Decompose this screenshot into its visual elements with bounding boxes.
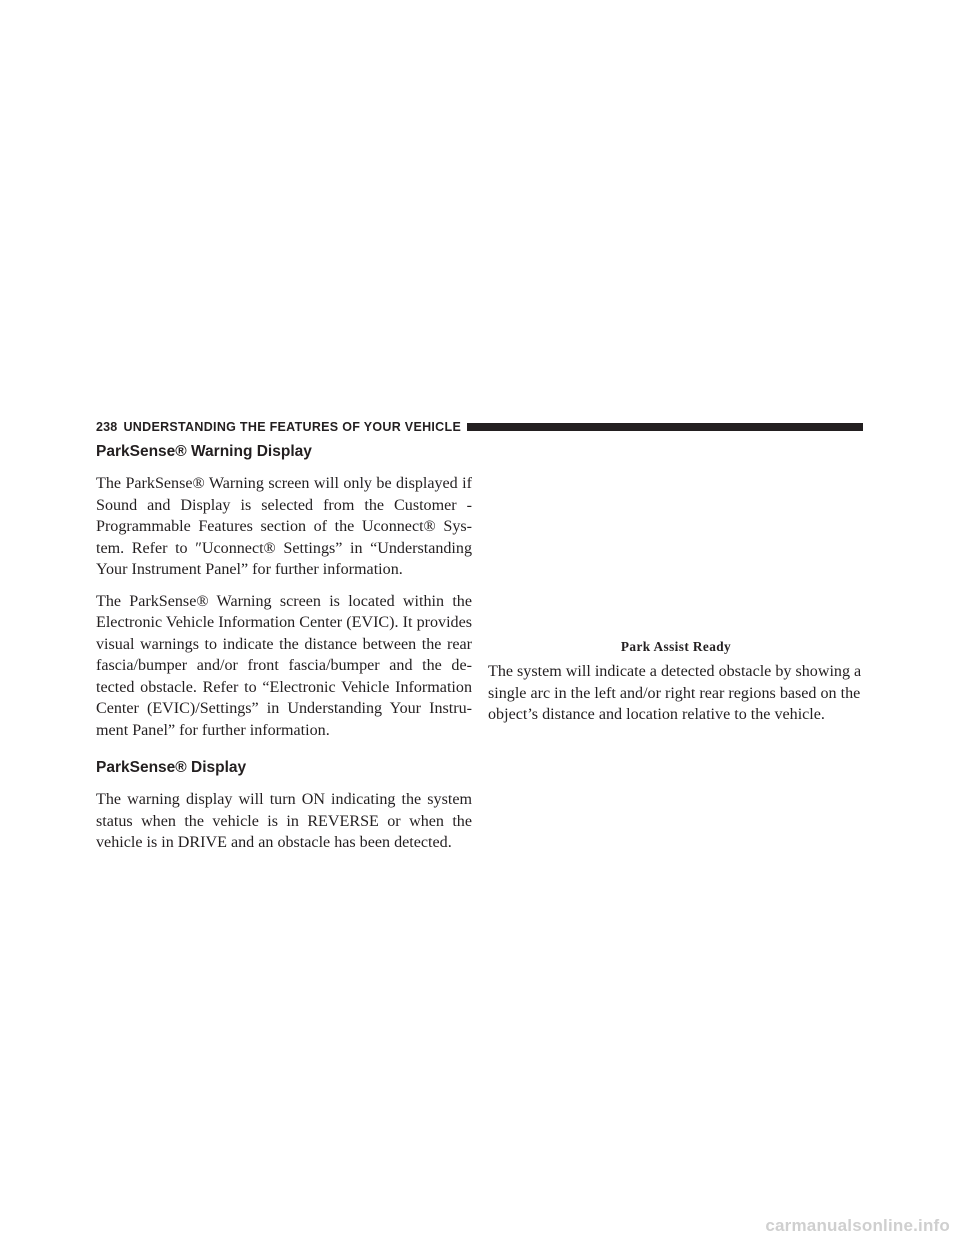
left-column bbox=[96, 438, 472, 864]
page-number: 238 bbox=[96, 420, 118, 434]
paragraph-warning-screen-location: The ParkSense® Warning screen is located within the Electronic Vehicle Information Center (EVIC). It provides visual warnings to indicate the distance between the rear fascia/bumper and/or front fascia/bumper and the de- tected obstacle. Refer to “Electronic Vehicle Information Center (EVIC)/Settings” in Understanding Your Instru- ment Panel” for further information. bbox=[96, 592, 472, 739]
page-header bbox=[96, 418, 863, 436]
running-section-title: UNDERSTANDING THE FEATURES OF YOUR VEHICLE bbox=[123, 420, 462, 434]
header-rule bbox=[467, 423, 863, 431]
heading-parksense-display: ParkSense® Display bbox=[96, 759, 247, 776]
paragraph-obstacle-indication: The system will indicate a detected obstacle by showing a single arc in the left and/or right rear regions based on the object’s distance and location relative to the vehicle. bbox=[488, 663, 862, 723]
heading-warning-display: ParkSense® Warning Display bbox=[96, 443, 312, 460]
watermark: carmanualsonline.info bbox=[765, 1216, 950, 1235]
right-column bbox=[488, 638, 864, 736]
paragraph-warning-screen-settings: The ParkSense® Warning screen will only be displayed if Sound and Display is selected from the Customer - Programmable Features section of the Uconnect® Sys- tem. Refer to ″Uconnect® Settings” in “Understanding Your Instrument Panel” for further information. bbox=[96, 475, 472, 578]
figure-caption: Park Assist Ready bbox=[620, 639, 732, 654]
paragraph-display-turn-on: The warning display will turn ON indicating the system status when the vehicle is in REVERSE or when the vehicle is in DRIVE and an obstacle has been detected. bbox=[96, 791, 472, 851]
